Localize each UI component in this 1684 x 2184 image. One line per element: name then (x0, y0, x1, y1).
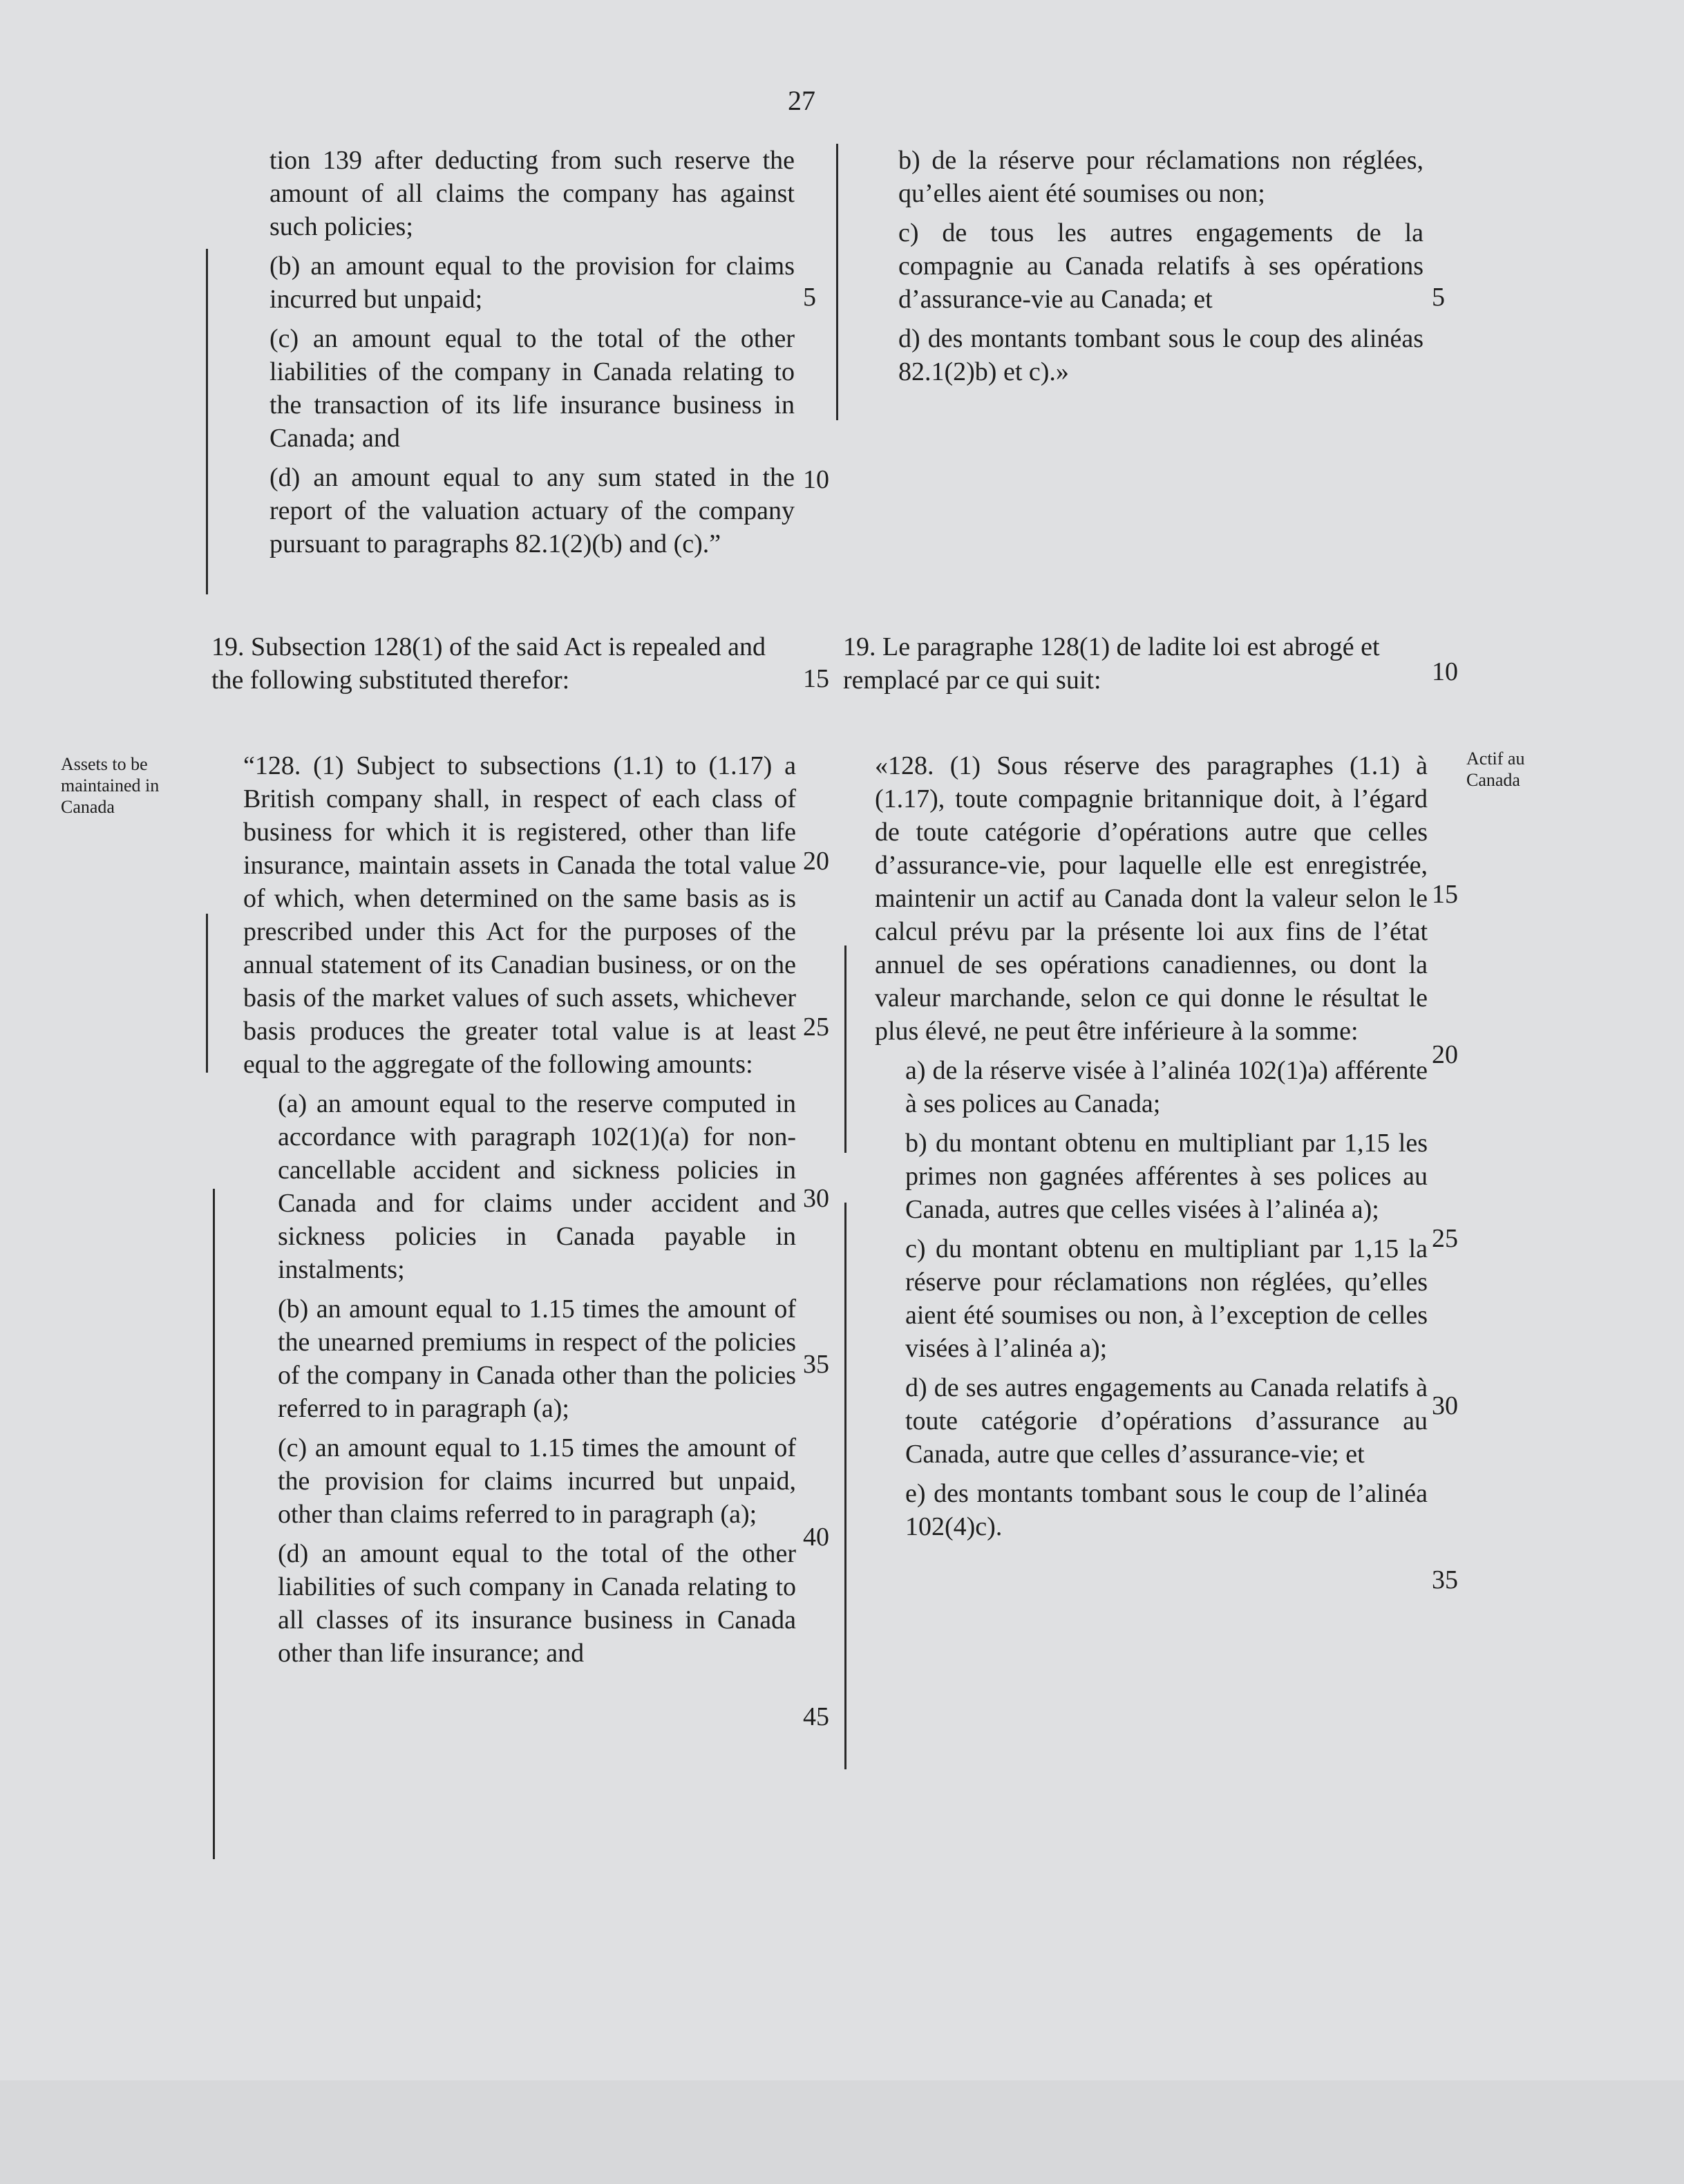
english-s128-item-a: (a) an amount equal to the reserve computed in accordance with paragraph 102(1)(a) for non-cancellable accident and sickness policies in Canada and for claims under accident and sickness policies in Canada payable in instalments; (278, 1089, 796, 1284)
english-s128-item-b: (b) an amount equal to 1.15 times the amount of the unearned premiums in respect of the policies of the company in Canada other than the policies referred to in paragraph (a); (278, 1295, 796, 1423)
french-line-number-35: 35 (1432, 1565, 1458, 1594)
french-s128-item-d: d) de ses autres engagements au Canada relatifs à toute catégorie d’opérations d’assurance au Canada, autre que celles d’assurance-vie; et (905, 1373, 1428, 1469)
english-s128-item-d: (d) an amount equal to the total of the other liabilities of such company in Canada relating to all classes of its insurance business in Canada other than life insurance; and (278, 1539, 796, 1668)
english-top-para-1: tion 139 after deducting from such reserve the amount of all claims the company has against such policies; (269, 146, 795, 241)
french-s128-item-c: c) du montant obtenu en multipliant par 1,15 la réserve pour réclamations non réglées, qu’elles aient été soumises ou non, à l’exception de celles visées à l’alinéa a); (905, 1234, 1428, 1363)
french-item-c: c) de tous les autres engagements de la compagnie au Canada relatifs à ses opérations d’assurance-vie au Canada; et (898, 218, 1423, 314)
french-line-number-5: 5 (1432, 283, 1445, 312)
french-s128-intro: «128. (1) Sous réserve des paragraphes (1.1) à (1.17), toute compagnie britannique doit, à l’égard de toute catégorie d’opérations autre que celles d’assurance-vie, pour laquelle elle est enregistrée, maintenir un actif au Canada dont la valeur selon le calcul prévu par la présente loi aux fins de l’état annuel de ses opérations canadiennes, ou dont la valeur marchande, selon ce qui donne le résultat le plus élevé, ne peut être inférieure à la somme: (875, 751, 1428, 1046)
english-item-c: (c) an amount equal to the total of the other liabilities of the company in Canada relating to the transaction of its life insurance business in Canada; and (269, 324, 795, 453)
english-margin-note: Assets to be maintained in Canada (61, 754, 160, 817)
english-change-bar-top (206, 249, 208, 594)
french-change-bar-lower (844, 1203, 846, 1769)
english-section-19: 19. Subsection 128(1) of the said Act is repealed and the following substituted therefor: (211, 632, 766, 695)
french-section-19: 19. Le paragraphe 128(1) de ladite loi est abrogé et remplacé par ce qui suit: (843, 632, 1380, 695)
english-line-number-30: 30 (803, 1184, 829, 1213)
french-line-number-15: 15 (1432, 880, 1458, 909)
english-change-bar-lower (213, 1189, 215, 1859)
english-item-d: (d) an amount equal to any sum stated in the report of the valuation actuary of the company pursuant to paragraphs 82.1(2)(b) and (c).” (269, 463, 795, 558)
english-section-128 (243, 749, 796, 1676)
french-s128-item-a: a) de la réserve visée à l’alinéa 102(1)a) afférente à ses polices au Canada; (905, 1056, 1428, 1118)
english-line-number-40: 40 (803, 1523, 829, 1552)
english-line-number-45: 45 (803, 1702, 829, 1731)
english-line-number-20: 20 (803, 847, 829, 876)
english-s128-intro: “128. (1) Subject to subsections (1.1) to (1.17) a British company shall, in respect of each class of business for which it is registered, other than life insurance, maintain assets in Canada the total value of which, when determined on the same basis as is prescribed under this Act for the purposes of the annual statement of its Canadian business, or on the basis of the market values of such assets, whichever basis produces the greater total value is at least equal to the aggregate of the following amounts: (243, 751, 796, 1079)
french-change-bar-top (836, 144, 838, 420)
french-margin-note: Actif au Canada (1466, 749, 1525, 790)
english-item-b: (b) an amount equal to the provision for claims incurred but unpaid; (269, 252, 795, 314)
french-line-number-20: 20 (1432, 1040, 1458, 1069)
french-item-d: d) des montants tombant sous le coup des alinéas 82.1(2)b) et c).» (898, 324, 1423, 386)
french-section-128 (875, 749, 1428, 1550)
french-line-number-10: 10 (1432, 657, 1458, 686)
page-bottom-shadow (0, 2080, 1684, 2184)
french-change-bar-mid (844, 945, 846, 1153)
french-top-block (898, 144, 1423, 395)
page-number: 27 (788, 85, 815, 116)
english-top-block (269, 144, 795, 567)
english-line-number-25: 25 (803, 1013, 829, 1042)
english-line-number-15: 15 (803, 664, 829, 693)
english-line-number-10: 10 (803, 465, 829, 494)
french-s128-items (875, 1054, 1428, 1543)
french-line-number-30: 30 (1432, 1391, 1458, 1420)
french-s128-item-b: b) du montant obtenu en multipliant par 1,15 les primes non gagnées afférentes à ses polices au Canada, autres que celles visées à l’alinéa a); (905, 1129, 1428, 1224)
english-line-number-5: 5 (803, 283, 816, 312)
french-s128-item-e: e) des montants tombant sous le coup de l’alinéa 102(4)c). (905, 1479, 1428, 1541)
english-s128-items (243, 1087, 796, 1670)
english-change-bar-mid (206, 914, 208, 1073)
french-line-number-25: 25 (1432, 1224, 1458, 1253)
english-line-number-35: 35 (803, 1350, 829, 1379)
english-s128-item-c: (c) an amount equal to 1.15 times the amount of the provision for claims incurred but unpaid, other than claims referred to in paragraph (a); (278, 1433, 796, 1529)
french-item-b: b) de la réserve pour réclamations non réglées, qu’elles aient été soumises ou non; (898, 146, 1423, 208)
